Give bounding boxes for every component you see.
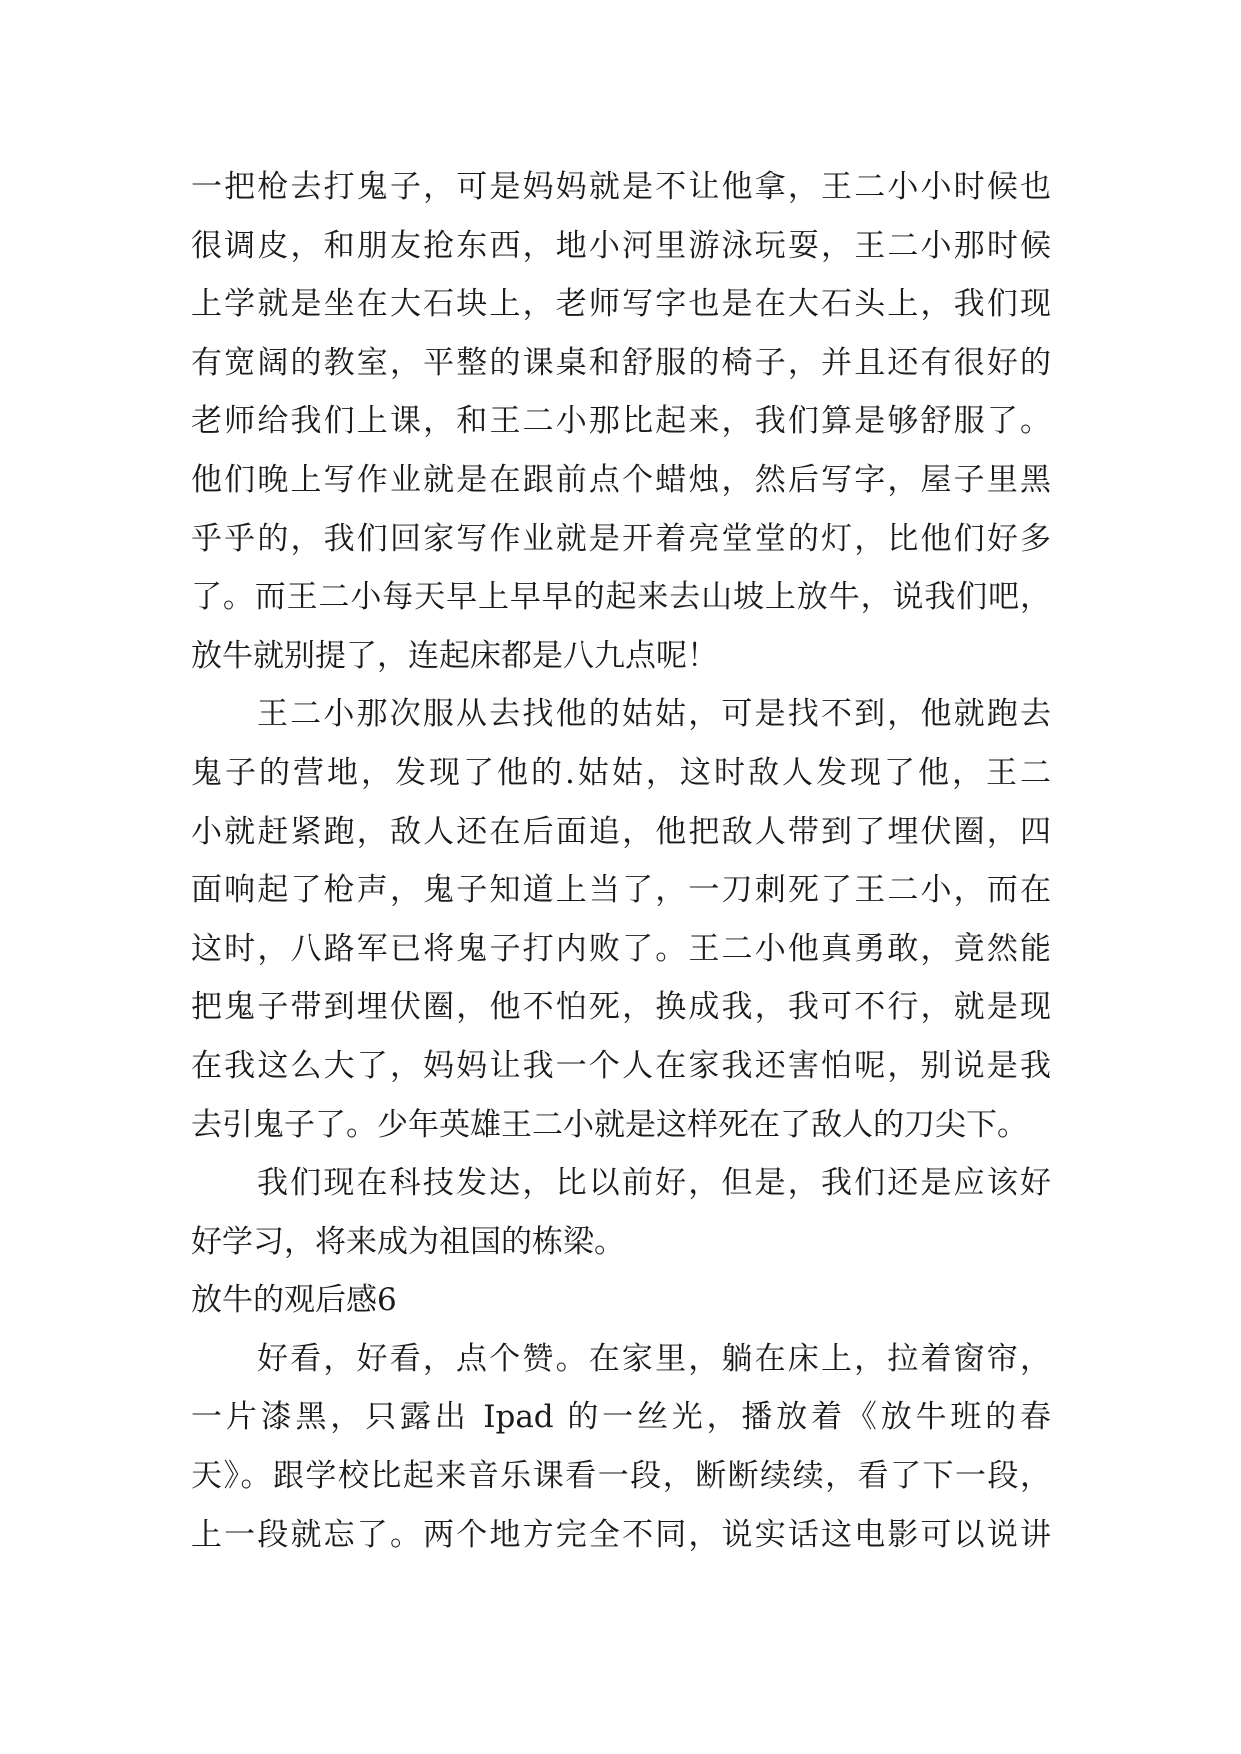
text-line: 上一段就忘了。两个地方完全不同，说实话这电影可以说讲 — [191, 1516, 1051, 1553]
text-line: 把鬼子带到埋伏圈，他不怕死，换成我，我可不行，就是现 — [191, 989, 1051, 1026]
text-line: 一片漆黑，只露出 Ipad 的一丝光，播放着《放牛班的春 — [191, 1399, 1051, 1436]
text-line: 在我这么大了，妈妈让我一个人在家我还害怕呢，别说是我 — [191, 1047, 1051, 1084]
section-heading: 放牛的观后感6 — [191, 1282, 397, 1319]
text-line: 天》。跟学校比起来音乐课看一段，断断续续，看了下一段， — [191, 1458, 1051, 1495]
text-line: 面响起了枪声，鬼子知道上当了，一刀刺死了王二小，而在 — [191, 872, 1051, 909]
text-line: 小就赶紧跑，敌人还在后面追，他把敌人带到了埋伏圈，四 — [191, 813, 1051, 850]
text-line: 上学就是坐在大石块上，老师写字也是在大石头上，我们现 — [191, 286, 1051, 323]
paragraph-first-line: 好看，好看，点个赞。在家里，躺在床上，拉着窗帘， — [257, 1340, 1051, 1377]
text-line: 这时，八路军已将鬼子打内败了。王二小他真勇敢，竟然能 — [191, 930, 1051, 967]
text-line: 去引鬼子了。少年英雄王二小就是这样死在了敌人的刀尖下。 — [191, 1106, 1028, 1143]
paragraph-first-line: 我们现在科技发达，比以前好，但是，我们还是应该好 — [257, 1165, 1051, 1202]
text-line: 好学习，将来成为祖国的栋梁。 — [191, 1223, 625, 1260]
text-line: 有宽阔的教室，平整的课桌和舒服的椅子，并且还有很好的 — [191, 344, 1051, 381]
text-line: 老师给我们上课，和王二小那比起来，我们算是够舒服了。 — [191, 403, 1051, 440]
text-line: 他们晚上写作业就是在跟前点个蜡烛，然后写字，屋子里黑 — [191, 461, 1051, 498]
text-line: 放牛就别提了，连起床都是八九点呢！ — [191, 637, 718, 674]
text-line: 鬼子的营地，发现了他的.姑姑，这时敌人发现了他，王二 — [191, 754, 1051, 791]
text-line: 很调皮，和朋友抢东西，地小河里游泳玩耍，王二小那时候 — [191, 227, 1051, 264]
text-line: 乎乎的，我们回家写作业就是开着亮堂堂的灯，比他们好多 — [191, 520, 1051, 557]
document-body — [191, 158, 1051, 1564]
paragraph-first-line: 王二小那次服从去找他的姑姑，可是找不到，他就跑去 — [257, 696, 1051, 733]
text-line: 一把枪去打鬼子，可是妈妈就是不让他拿，王二小小时候也 — [191, 169, 1051, 205]
text-line: 了。而王二小每天早上早早的起来去山坡上放牛，说我们吧， — [191, 579, 1051, 616]
